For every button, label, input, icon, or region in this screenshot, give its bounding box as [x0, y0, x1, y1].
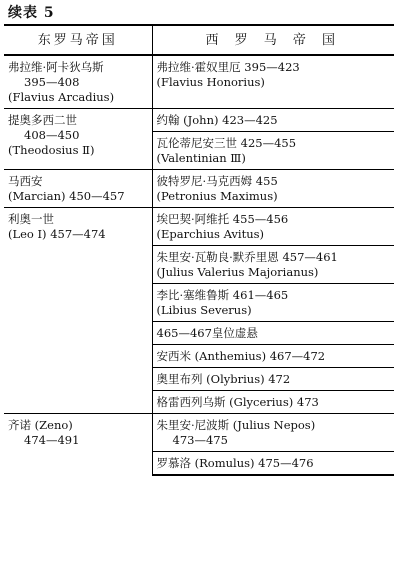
cell-text-line: 465—467皇位虚悬	[156, 326, 258, 340]
cell-text-line: (Valentinian Ⅲ)	[156, 151, 246, 165]
west-emperor-cell	[152, 109, 394, 132]
west-emperor-cell	[152, 55, 394, 109]
cell-text-line: (Libius Severus)	[156, 303, 252, 317]
cell-text-line: 格雷西列乌斯 (Glycerius) 473	[156, 395, 319, 409]
west-emperor-cell	[152, 246, 394, 284]
cell-text-line: 约翰 (John) 423—425	[156, 113, 278, 127]
cell-text-line: (Theodosius Ⅱ)	[8, 143, 95, 157]
west-emperor-cell	[152, 452, 394, 476]
cell-text-line: 李比·塞维鲁斯 461—465	[156, 288, 289, 302]
cell-text-line: 弗拉维·阿卡狄乌斯	[8, 60, 104, 74]
west-emperor-cell	[152, 391, 394, 414]
cell-text-line: 提奥多西二世	[8, 113, 77, 127]
cell-text-line: 马西安	[8, 174, 43, 188]
cell-text-line: 朱里安·尼波斯 (Julius Nepos)	[156, 418, 316, 432]
east-emperor-cell	[4, 170, 152, 208]
west-emperor-cell	[152, 208, 394, 246]
west-emperor-cell	[152, 170, 394, 208]
table-row	[4, 109, 394, 132]
west-emperor-cell	[152, 414, 394, 452]
east-emperor-cell	[4, 414, 152, 476]
cell-text-line: 473—475	[172, 433, 228, 447]
cell-text-line: 朱里安·瓦勒良·默乔里恩 457—461	[156, 250, 338, 264]
cell-text-line: (Flavius Arcadius)	[8, 90, 115, 104]
west-emperor-cell	[152, 322, 394, 345]
cell-text-line: (Leo Ⅰ) 457—474	[8, 227, 106, 241]
cell-text-line: 395—408	[24, 75, 80, 89]
continued-table-caption: 续表 5	[8, 5, 55, 21]
header-east-roman-empire: 东罗马帝国	[4, 25, 152, 55]
cell-text-line: 埃巴契·阿维托 455—456	[156, 212, 289, 226]
cell-text-line: (Petronius Maximus)	[156, 189, 278, 203]
west-emperor-cell	[152, 368, 394, 391]
cell-text-line: 罗慕洛 (Romulus) 475—476	[156, 456, 314, 470]
table-row	[4, 55, 394, 109]
east-emperor-cell	[4, 109, 152, 170]
cell-text-line: 奥里布列 (Olybrius) 472	[156, 372, 291, 386]
table-row	[4, 208, 394, 246]
west-emperor-cell	[152, 132, 394, 170]
roman-emperors-table	[4, 24, 394, 476]
table-header-row	[4, 25, 394, 55]
cell-text-line: 弗拉维·霍奴里厄 395—423	[156, 60, 300, 74]
cell-text-line: (Flavius Honorius)	[156, 75, 265, 89]
cell-text-line: (Marcian) 450—457	[8, 189, 125, 203]
east-emperor-cell	[4, 55, 152, 109]
cell-text-line: 408—450	[24, 128, 80, 142]
cell-text-line: 安西米 (Anthemius) 467—472	[156, 349, 326, 363]
cell-text-line: 474—491	[24, 433, 80, 447]
cell-text-line: 彼特罗尼·马克西姆 455	[156, 174, 278, 188]
header-west-roman-empire: 西 罗 马 帝 国	[152, 25, 394, 55]
cell-text-line: (Julius Valerius Majorianus)	[156, 265, 319, 279]
cell-text-line: 利奥一世	[8, 212, 54, 226]
cell-text-line: 瓦伦蒂尼安三世 425—455	[156, 136, 297, 150]
table-row	[4, 170, 394, 208]
west-emperor-cell	[152, 345, 394, 368]
table-row	[4, 414, 394, 452]
west-emperor-cell	[152, 284, 394, 322]
cell-text-line: (Eparchius Avitus)	[156, 227, 265, 241]
cell-text-line: 齐诺 (Zeno)	[8, 418, 73, 432]
east-emperor-cell	[4, 208, 152, 414]
table-body	[4, 55, 394, 475]
